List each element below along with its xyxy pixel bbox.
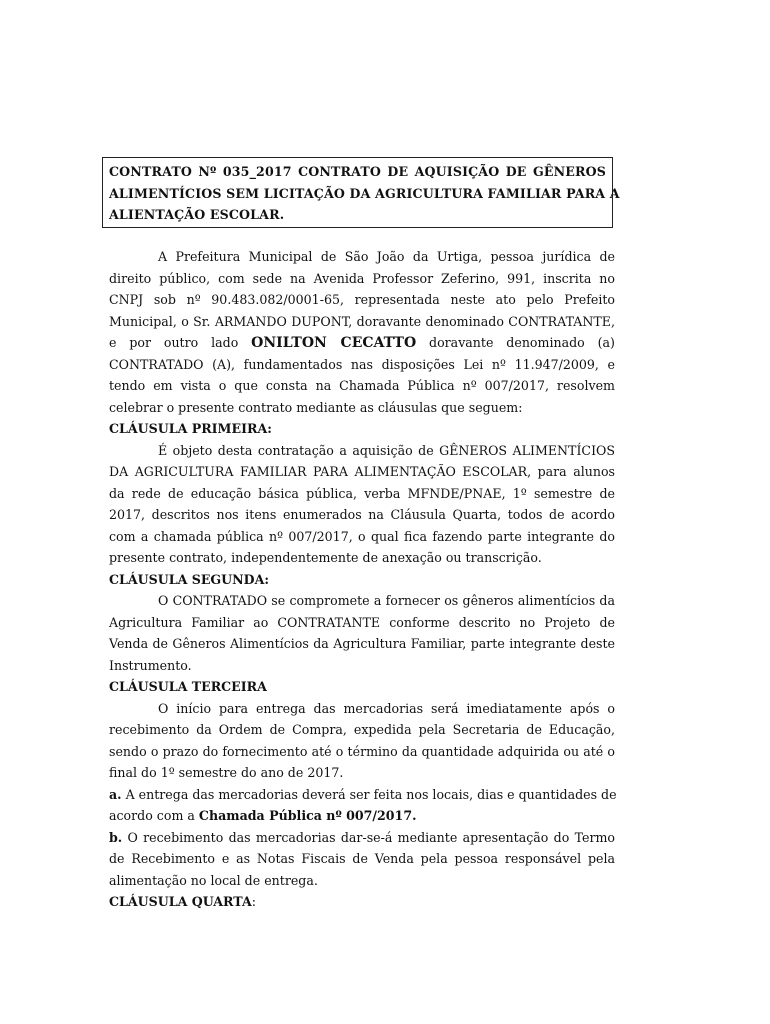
item-b-line: alimentação no local de entrega. [109,872,318,888]
clause-line: O CONTRATADO se compromete a fornecer os gêneros alimentícios da [158,593,615,608]
contract-body [109,246,615,913]
clause-line: Instrumento. [109,657,192,673]
clause-heading: CLÁUSULA TERCEIRA [109,679,267,694]
chamada-publica-ref: Chamada Pública nº 007/2017. [198,808,417,823]
intro-text: e por outro lado [109,335,239,350]
title-line: ALIMENTÍCIOS SEM LICITAÇÃO DA AGRICULTURA FAMILIAR PARA A [109,185,620,201]
clause-line: 2017, descritos nos itens enumerados na Cláusula Quarta, todos de acordo [109,507,615,522]
clause-line: final do 1º semestre do ano de 2017. [109,765,344,780]
contractor-name: ONILTON CECATTO [251,335,417,351]
clause-line: Agricultura Familiar ao CONTRATANTE conforme descrito no Projeto de [109,614,615,630]
title-line: ALIENTAÇÃO ESCOLAR. [109,207,285,222]
clause-line: É objeto desta contratação a aquisição de GÊNEROS ALIMENTÍCIOS [158,442,615,458]
clause-heading-line [109,891,615,913]
clause-heading: CLÁUSULA PRIMEIRA: [109,421,272,436]
item-a-text: A entrega das mercadorias deverá ser feita nos locais, dias e quantidades de [125,786,617,802]
item-b-label: b. [109,829,123,845]
item-b-text: O recebimento das mercadorias dar-se-á mediante apresentação do Termo [127,829,615,845]
clause-line: DA AGRICULTURA FAMILIAR PARA ALIMENTAÇÃO ESCOLAR, para alunos [109,464,615,479]
item-a-line [109,805,615,827]
title-line: CONTRATO Nº 035_2017 CONTRATO DE AQUISIÇÃO DE GÊNEROS [109,164,606,179]
intro-line: direito público, com sede na Avenida Professor Zeferino, 991, inscrita no [109,270,615,286]
item-b-line: de Recebimento e as Notas Fiscais de Venda pela pessoa responsável pela [109,851,615,866]
clause-heading: CLÁUSULA QUARTA [109,894,252,909]
intro-line: celebrar o presente contrato mediante as cláusulas que seguem: [109,399,523,415]
item-b-line [109,827,615,849]
clause-line: Venda de Gêneros Alimentícios da Agricultura Familiar, parte integrante deste [109,636,615,651]
intro-line: CNPJ sob nº 90.483.082/0001-65, representada neste ato pelo Prefeito [109,292,615,307]
clause-line: presente contrato, independentemente de anexação ou transcrição. [109,550,542,565]
item-a-text: acordo com a [109,808,195,823]
clause-line: da rede de educação básica pública, verba MFNDE/PNAE, 1º semestre de [109,485,615,501]
clause-line: O início para entrega das mercadorias será imediatamente após o [158,700,615,716]
clause-line: sendo o prazo do fornecimento até o término da quantidade adquirida ou até o [109,743,615,759]
intro-text: doravante denominado (a) [429,335,615,350]
intro-line: tendo em vista o que consta na Chamada Pública nº 007/2017, resolvem [109,378,615,393]
intro-line: CONTRATADO (A), fundamentados nas disposições Lei nº 11.947/2009, e [109,356,615,372]
intro-line: Municipal, o Sr. ARMANDO DUPONT, doravante denominado CONTRATANTE, [109,313,615,329]
clause-heading: CLÁUSULA SEGUNDA: [109,571,270,587]
contract-title-box [102,157,620,228]
intro-line: A Prefeitura Municipal de São João da Urtiga, pessoa jurídica de [158,249,615,264]
clause-line: com a chamada pública nº 007/2017, o qual fica fazendo parte integrante do [109,528,615,544]
clause-line: recebimento da Ordem de Compra, expedida pela Secretaria de Educação, [109,722,615,737]
item-a-label: a. [109,786,122,802]
intro-line [109,332,615,354]
item-a-line [109,784,615,806]
heading-colon: : [251,894,257,909]
